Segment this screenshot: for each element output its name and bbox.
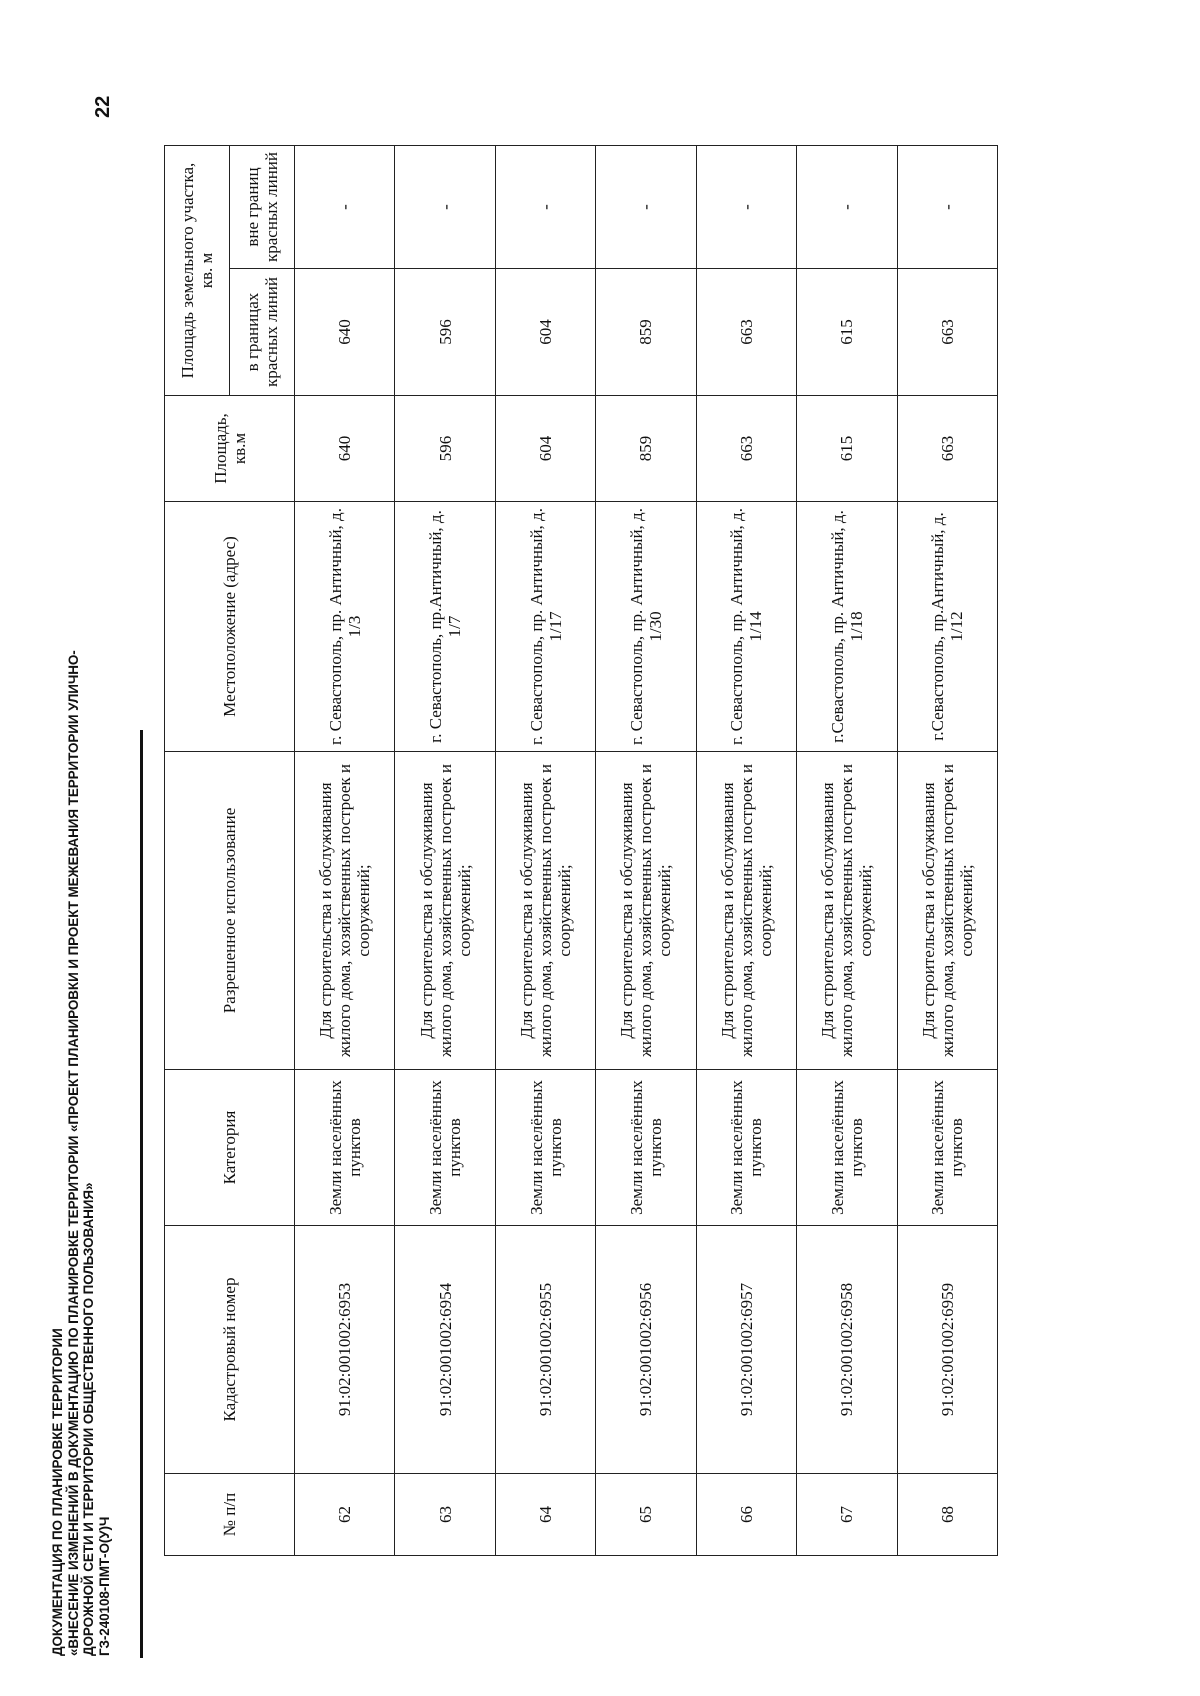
header-location: Местоположение (адрес) [165, 502, 295, 752]
table-row [596, 145, 696, 1555]
cell-num: 63 [395, 1474, 495, 1556]
cell-outside: - [797, 145, 897, 268]
cell-area: 859 [596, 396, 696, 502]
cell-use: Для строительства и обслуживания жилого дома, хозяйственных построек и сооружений; [797, 752, 897, 1070]
cell-area: 604 [495, 396, 595, 502]
cell-use: Для строительства и обслуживания жилого дома, хозяйственных построек и сооружений; [897, 752, 997, 1070]
cell-use: Для строительства и обслуживания жилого дома, хозяйственных построек и сооружений; [495, 752, 595, 1070]
cell-cadastral: 91:02:001002:6953 [295, 1226, 395, 1474]
cell-inside: 615 [797, 269, 897, 396]
cell-inside: 663 [696, 269, 796, 396]
cell-location: г.Севастополь, пр. Античный, д. 1/18 [797, 502, 897, 752]
document-header [50, 650, 112, 1656]
table-row [295, 145, 395, 1555]
cell-area: 596 [395, 396, 495, 502]
cell-num: 68 [897, 1474, 997, 1556]
cell-category: Земли населённых пунктов [295, 1070, 395, 1226]
header-num: № п/п [165, 1474, 295, 1556]
header-line: ДОРОЖНОЙ СЕТИ И ТЕРРИТОРИИ ОБЩЕСТВЕННОГО ПОЛЬЗОВАНИЯ» [81, 1182, 96, 1656]
cell-area: 615 [797, 396, 897, 502]
cell-cadastral: 91:02:001002:6954 [395, 1226, 495, 1474]
header-outside-red-lines: вне границ красных линий [230, 145, 295, 268]
cell-outside: - [295, 145, 395, 268]
cell-use: Для строительства и обслуживания жилого дома, хозяйственных построек и сооружений; [395, 752, 495, 1070]
table-row [495, 145, 595, 1555]
cell-num: 64 [495, 1474, 595, 1556]
cell-location: г. Севастополь, пр.Античный, д. 1/7 [395, 502, 495, 752]
cell-category: Земли населённых пунктов [797, 1070, 897, 1226]
cell-inside: 663 [897, 269, 997, 396]
header-line: «ВНЕСЕНИЕ ИЗМЕНЕНИЙ В ДОКУМЕНТАЦИЮ ПО ПЛАНИРОВКЕ ТЕРРИТОРИИ «ПРОЕКТ ПЛАНИРОВКИ И ПРОЕКТ МЕЖЕВАНИЯ ТЕРРИТОРИИ УЛИЧНО- [65, 650, 81, 1656]
cell-num: 67 [797, 1474, 897, 1556]
cell-location: г.Севастополь, пр.Античный, д. 1/12 [897, 502, 997, 752]
cell-category: Земли населённых пунктов [495, 1070, 595, 1226]
cell-inside: 596 [395, 269, 495, 396]
cell-inside: 604 [495, 269, 595, 396]
cell-inside: 640 [295, 269, 395, 396]
cell-use: Для строительства и обслуживания жилого дома, хозяйственных построек и сооружений; [596, 752, 696, 1070]
header-line: ГЗ-240108-ПМТ-О(У)Ч [96, 1516, 112, 1656]
cell-num: 62 [295, 1474, 395, 1556]
cell-use: Для строительства и обслуживания жилого дома, хозяйственных построек и сооружений; [696, 752, 796, 1070]
cell-outside: - [596, 145, 696, 268]
cell-location: г. Севастополь, пр. Античный, д. 1/30 [596, 502, 696, 752]
cell-location: г. Севастополь, пр. Античный, д. 1/17 [495, 502, 595, 752]
cell-category: Земли населённых пунктов [696, 1070, 796, 1226]
cell-cadastral: 91:02:001002:6958 [797, 1226, 897, 1474]
header-category: Категория [165, 1070, 295, 1226]
page-number: 22 [92, 95, 114, 118]
cell-cadastral: 91:02:001002:6956 [596, 1226, 696, 1474]
header-cadastral: Кадастровый номер [165, 1226, 295, 1474]
cell-outside: - [897, 145, 997, 268]
cell-category: Земли населённых пунктов [395, 1070, 495, 1226]
cell-num: 65 [596, 1474, 696, 1556]
header-area: Площадь, кв.м [165, 396, 295, 502]
cell-cadastral: 91:02:001002:6959 [897, 1226, 997, 1474]
cell-cadastral: 91:02:001002:6955 [495, 1226, 595, 1474]
cell-inside: 859 [596, 269, 696, 396]
cell-area: 663 [897, 396, 997, 502]
header-inside-red-lines: в границах красных линий [230, 269, 295, 396]
parcels-table [164, 145, 998, 1556]
cell-cadastral: 91:02:001002:6957 [696, 1226, 796, 1474]
cell-outside: - [696, 145, 796, 268]
table-row [897, 145, 997, 1555]
cell-use: Для строительства и обслуживания жилого дома, хозяйственных построек и сооружений; [295, 752, 395, 1070]
cell-area: 663 [696, 396, 796, 502]
header-use: Разрешенное использование [165, 752, 295, 1070]
table-header-row [165, 145, 230, 1555]
cell-category: Земли населённых пунктов [897, 1070, 997, 1226]
cell-location: г. Севастополь, пр. Античный, д. 1/3 [295, 502, 395, 752]
table-row [696, 145, 796, 1555]
header-divider [140, 730, 143, 1658]
cell-outside: - [395, 145, 495, 268]
table-row [395, 145, 495, 1555]
header-plot-area: Площадь земельного участка, кв. м [165, 145, 230, 395]
header-line: ДОКУМЕНТАЦИЯ ПО ПЛАНИРОВКЕ ТЕРРИТОРИИ [50, 1328, 65, 1656]
cell-num: 66 [696, 1474, 796, 1556]
cell-outside: - [495, 145, 595, 268]
table-row [797, 145, 897, 1555]
cell-category: Земли населённых пунктов [596, 1070, 696, 1226]
cell-area: 640 [295, 396, 395, 502]
cell-location: г. Севастополь, пр. Античный, д. 1/14 [696, 502, 796, 752]
